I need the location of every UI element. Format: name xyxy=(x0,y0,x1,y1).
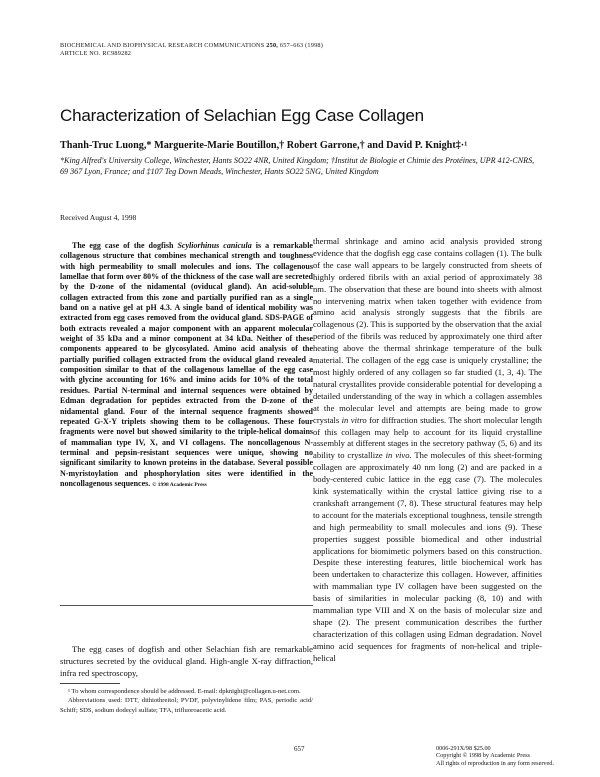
journal-header xyxy=(60,42,323,58)
species-name: Scyliorhinus canicula xyxy=(177,241,252,250)
received-date: Received August 4, 1998 xyxy=(60,213,137,222)
abstract-divider xyxy=(60,605,313,606)
footnote-correspondence: ¹ To whom correspondence should be addressed. E-mail: dpknight@collagen.u-net.com. xyxy=(68,688,301,695)
body-text-right-column: thermal shrinkage and amino acid analysis provided strong evidence that the dogfish egg case contains collagen (1). The bulk of the case wall appears to be largely constructed from sheets of highly ordered fibrils with an axial period of approximately 38 nm. The observation that these are bound into sheets with almost no intervening matrix when taken together with evidence from amino acid analysis strongly suggests that the fibrils are collagenous (2). This is supported by the observation that the axial period of the fibrils was reduced by approximately one third after heating above the thermal shrinkage temperature of the bulk material. The collagen of the egg case is uniquely crystalline; the most highly ordered of any collagen so far studied (1, 3, 4). The natural crystallites provide considerable potential for developing a detailed understanding of the way in which a collagen assembles at the molecular level and attempts are being made to grow crystals in vitro for diffraction studies. The short molecular length of this collagen may help to account for its liquid crystalline assembly at different stages in the secretory pathway (5, 6) and its ability to crystallize in vivo. The molecules of this sheet-forming collagen are approximately 40 nm long (2) and are packed in a body-centered cubic lattice in the egg case (7). The molecules kink systematically within the crystal lattice giving rise to a crankshaft arrangement (7, 8). These structural features may help to account for the materials exceptional toughness, tensile strength and high permeability to small molecules and ions (9). These properties suggest possible biomedical and other industrial applications for biomimetic polymers based on this construction. Despite these interesting features, little biochemical work has been undertaken to characterize this collagen. However, affinities with mammalian type IV collagen have been suggested on the basis of similarities in molecular packing (8, 10) and with mammalian type VIII and X on the basis of molecular size and shape (2). The present communication describes the further characterization of this collagen using Edman degradation. Novel amino acid sequences for fragments of non-helical and triple-helical xyxy=(313,236,542,663)
rights-notice: All rights of reproduction in any form reserved. xyxy=(436,759,554,767)
abstract: The egg case of the dogfish Scyliorhinus canicula is a remarkable collagenous structure that combines mechanical strength and toughness with high permeability to small molecules and ions. The collagenous lamellae that form over 80% of the thickness of the case wall are secreted by the D-zone of the nidamental (oviducal gland). An acid-soluble collagen extracted from this zone and partially purified ran as a single band on a native gel at pH 4.3. A single band of identical mobility was extracted from egg cases removed from the oviducal gland. SDS-PAGE of both extracts revealed a major component with an apparent molecular weight of 35 kDa and a minor component at 34 kDa. Neither of these components appeared to be glycosylated. Amino acid analysis of the partially purified collagen extracted from the oviducal gland revealed a composition similar to that of the collagenous lamellae of the egg case with glycine accounting for 16% and imino acids for 10% of the total residues. Partial N-terminal and internal sequences were obtained by Edman degradation for peptides extracted from the D-zone of the nidamental gland. Four of the internal sequence fragments showed repeated G-X-Y triplets showing them to be collagenous. These four fragments were novel but showed similarity to the triple-helical domains of mammalian type IV, X, and VI collagens. The noncollagenous N-terminal and pepsin-resistant sequences were unique, showing no significant similarity to known proteins in the database. Several possible N-myristoylation and phosphorylation sites were identified in the noncollagenous sequences. © 1998 Academic Press xyxy=(60,241,313,488)
affiliations: *King Alfred's University College, Winchester, Hants SO22 4NR, United Kingdom; †Institut de Biologie et Chimie des Protéines, UPR 412-CNRS, 69 367 Lyon, France; and ‡107 Teg Down Meads, Winchester, Hants SO22 5NG, United Kingdom xyxy=(60,156,535,177)
copyright-notice: Copyright © 1998 by Academic Press xyxy=(436,752,530,760)
article-title: Characterization of Selachian Egg Case Collagen xyxy=(60,106,424,125)
footnotes xyxy=(60,687,313,715)
journal-volume: 250, xyxy=(266,42,279,49)
intro-paragraph: The egg cases of dogfish and other Selachian fish are remarkable structures secreted by the oviducal gland. High-angle X-ray diffraction, infra red spectroscopy, xyxy=(60,644,313,678)
journal-citation: BIOCHEMICAL AND BIOPHYSICAL RESEARCH COMMUNICATIONS 250, 657–663 (1998) xyxy=(60,42,324,49)
abstract-copyright: © 1998 Academic Press xyxy=(152,481,207,488)
footnote-divider xyxy=(60,683,120,684)
author-list: Thanh-Truc Luong,* Marguerite-Marie Boutillon,† Robert Garrone,† and David P. Knight‡·¹ xyxy=(60,140,468,151)
page-number: 657 xyxy=(294,745,305,753)
issn: 0006-291X/98 $25.00 xyxy=(436,745,491,752)
footnote-abbreviations: Abbreviations used: DTT, dithiothreitol; PVDF, polyvinylidene film; PAS, periodic acid/ Schiff; SDS, sodium dodecyl sulfate; TFA, trifluoroacetic acid. xyxy=(60,697,313,714)
publisher-imprint xyxy=(436,745,554,767)
article-number: ARTICLE NO. RC989282 xyxy=(60,50,132,57)
